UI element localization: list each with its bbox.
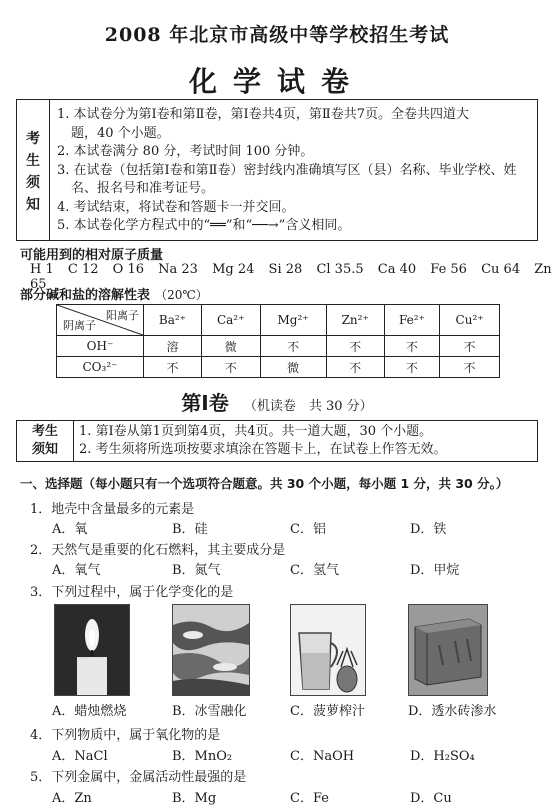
table-header-row <box>57 305 500 336</box>
notice-side-char: 考 <box>26 131 40 147</box>
notice-side-char: 生 <box>26 153 40 169</box>
atomic-mass: Na 23 <box>158 262 198 277</box>
atomic-mass: Cl 35.5 <box>316 262 364 277</box>
notice-item: 2. 本试卷满分 80 分，考试时间 100 分钟。 <box>57 144 314 159</box>
question-option: B．氮气 <box>172 563 221 578</box>
candle-image <box>54 604 130 696</box>
part1-notice-items <box>79 423 447 459</box>
melting-ice-image <box>172 604 250 696</box>
permeable-brick-image <box>408 604 488 696</box>
atomic-mass-heading: 可能用到的相对原子质量 <box>20 248 164 263</box>
atomic-mass: Zn 65 <box>30 262 552 292</box>
anion-cell: OH⁻ <box>57 336 144 357</box>
notice-item: 题，40 个小题。 <box>71 125 170 141</box>
atomic-mass: Mg 24 <box>212 262 255 277</box>
candle-icon <box>55 605 129 695</box>
question-stem: 1．地壳中含量最多的元素是 <box>30 502 195 517</box>
notice-item: 2. 考生须将所选项按要求填涂在答题卡上，在试卷上作答无效。 <box>79 442 447 457</box>
exam-title: 2008 年北京市高级中等学校招生考试 <box>104 24 450 46</box>
notice-side-char: 须 <box>26 175 40 191</box>
notice-items <box>57 106 532 236</box>
notice-item: 5. 本试卷化学方程式中的“══”和“──→”含义相同。 <box>57 218 351 233</box>
solubility-cell: 不 <box>440 357 500 378</box>
question-stem: 5．下列金属中，金属活动性最强的是 <box>30 770 247 785</box>
atomic-mass: Fe 56 <box>430 262 467 277</box>
question-option: B．MnO₂ <box>172 749 233 764</box>
solubility-table <box>56 304 500 378</box>
solubility-cell: 不 <box>201 357 260 378</box>
atomic-mass: Cu 64 <box>481 262 521 277</box>
question-stem: 2．天然气是重要的化石燃料，其主要成分是 <box>30 543 286 558</box>
solubility-cell: 微 <box>260 357 326 378</box>
table-row <box>57 357 500 378</box>
anion-cell: CO₃²⁻ <box>57 357 144 378</box>
atomic-mass: O 16 <box>112 262 144 277</box>
juice-pitcher-icon <box>291 605 365 695</box>
question-option: C．Fe <box>290 791 329 806</box>
solubility-heading-row <box>20 284 208 303</box>
question-option: B．冰雪融化 <box>172 704 247 719</box>
solubility-cell: 不 <box>384 336 439 357</box>
solubility-cell: 溶 <box>144 336 202 357</box>
solubility-temperature: （20℃） <box>155 288 208 302</box>
question-option: A．蜡烛燃烧 <box>52 704 127 719</box>
question-option: D．透水砖渗水 <box>408 704 497 719</box>
part1-title: 第Ⅰ卷 <box>181 391 229 415</box>
atomic-mass: Ca 40 <box>377 262 417 277</box>
question-option: C．NaOH <box>290 749 355 764</box>
part1-subtitle: （机读卷 共 30 分） <box>243 399 373 414</box>
atomic-mass: C 12 <box>67 262 99 277</box>
part1-notice-side <box>17 421 74 461</box>
notice-item: 1. 第Ⅰ卷从第1页到第4页，共4页。共一道大题，30 个小题。 <box>79 424 433 439</box>
notice-item: 4. 考试结束，将试卷和答题卡一并交回。 <box>57 199 295 215</box>
question-option: A．NaCl <box>52 749 108 764</box>
solubility-cell: 不 <box>326 336 384 357</box>
solubility-cell: 不 <box>384 357 439 378</box>
question-option: A．氧气 <box>52 563 101 578</box>
anion-label: 阴离子 <box>63 319 96 332</box>
question-option: A．Zn <box>52 791 92 806</box>
cation-header: Ca²⁺ <box>201 305 260 336</box>
question-option: A．氧 <box>52 522 88 537</box>
part1-side-text: 考生 <box>31 424 58 439</box>
paper-title: 化学试卷 <box>188 65 365 98</box>
solubility-cell: 不 <box>440 336 500 357</box>
question-option: B．Mg <box>172 791 217 806</box>
cation-header: Zn²⁺ <box>326 305 384 336</box>
cation-header: Ba²⁺ <box>144 305 202 336</box>
cation-header: Cu²⁺ <box>440 305 500 336</box>
ice-melt-icon <box>173 605 249 695</box>
section-heading: 一、选择题（每小题只有一个选项符合题意。共 30 个小题，每小题 1 分，共 30 分。） <box>20 476 509 491</box>
question-option: D．Cu <box>410 791 452 806</box>
question-option: C．氢气 <box>290 563 339 578</box>
part1-side-text: 须知 <box>31 442 58 457</box>
notice-item: 1. 本试卷分为第Ⅰ卷和第Ⅱ卷，第Ⅰ卷共4页，第Ⅱ卷共7页。全卷共四道大 <box>57 107 470 122</box>
atomic-mass: Si 28 <box>268 262 303 277</box>
cation-header: Fe²⁺ <box>384 305 439 336</box>
table-corner-cell <box>57 305 144 336</box>
notice-item: 3. 在试卷（包括第Ⅰ卷和第Ⅱ卷）密封线内准确填写区（县）名称、毕业学校、姓 <box>57 162 517 178</box>
brick-icon <box>409 605 487 695</box>
table-row <box>57 336 500 357</box>
question-option: B．硅 <box>172 522 208 537</box>
pineapple-juice-image <box>290 604 366 696</box>
question-option: C．菠萝榨汁 <box>290 704 365 719</box>
solubility-cell: 不 <box>326 357 384 378</box>
question-stem: 4．下列物质中，属于氧化物的是 <box>30 728 221 743</box>
solubility-heading: 部分碱和盐的溶解性表 <box>20 288 151 303</box>
atomic-mass: H 1 <box>30 262 54 277</box>
cation-label: 阳离子 <box>106 309 139 322</box>
solubility-cell: 不 <box>144 357 202 378</box>
question-stem: 3．下列过程中，属于化学变化的是 <box>30 585 234 600</box>
notice-side-char: 知 <box>26 197 40 213</box>
question-option: D．铁 <box>410 522 447 537</box>
question-option: D．甲烷 <box>410 563 460 578</box>
notice-side-label <box>17 100 50 240</box>
part1-notice-box <box>16 420 538 462</box>
part1-title-row <box>0 387 554 416</box>
exam-notice-box <box>16 99 538 241</box>
solubility-cell: 微 <box>201 336 260 357</box>
solubility-cell: 不 <box>260 336 326 357</box>
question-option: D．H₂SO₄ <box>410 749 475 764</box>
question-option: C．铝 <box>290 522 326 537</box>
notice-item: 名、报名号和准考证号。 <box>71 181 215 196</box>
cation-header: Mg²⁺ <box>260 305 326 336</box>
